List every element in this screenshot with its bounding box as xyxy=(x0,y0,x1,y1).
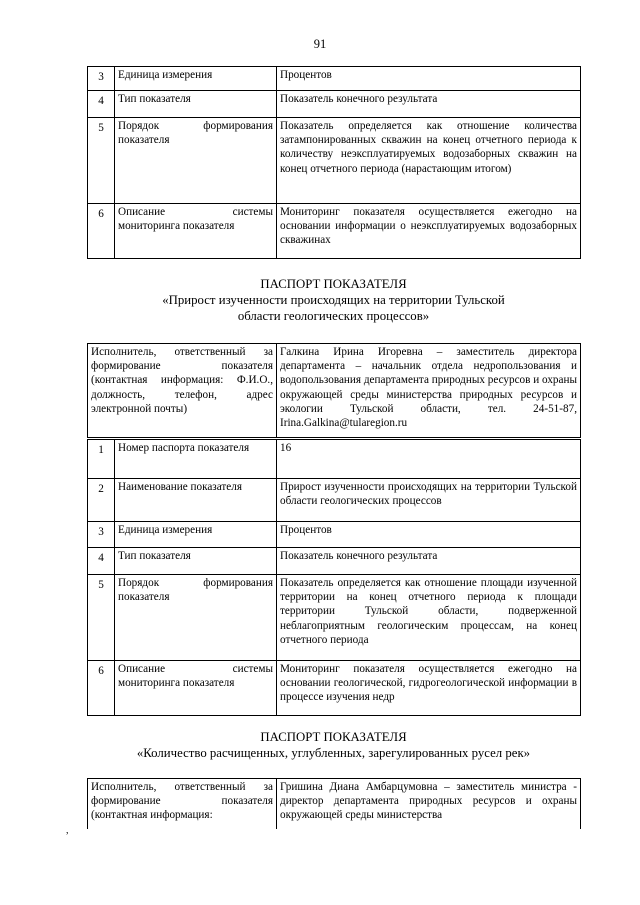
row-number: 4 xyxy=(88,91,115,118)
executor-value: Галкина Ирина Игоревна – заместитель директора департамента – начальник отдела недропользования и водопользования департамента природных ресурсов и охраны окружающей среды министерства природных ресурсов и экологии Тульской области, тел. 24-51-87, Irina.Galkina@tularegion.ru xyxy=(277,344,581,439)
row-label: Тип показателя xyxy=(115,91,277,118)
indicator-passport-table xyxy=(87,343,581,716)
row-label: Наименование показателя xyxy=(115,479,277,522)
row-number: 1 xyxy=(88,439,115,479)
row-label: Порядок формирования показателя xyxy=(115,575,277,661)
executor-label: Исполнитель, ответственный за формирование показателя (контактная информация: xyxy=(88,779,277,829)
row-value: Процентов xyxy=(277,67,581,91)
row-label: Тип показателя xyxy=(115,548,277,575)
row-number: 5 xyxy=(88,118,115,204)
row-label: Порядок формирования показателя xyxy=(115,118,277,204)
table-row xyxy=(88,204,581,259)
indicator-passport-table xyxy=(87,778,581,829)
row-number: 6 xyxy=(88,204,115,259)
row-label: Описание системы мониторинга показателя xyxy=(115,661,277,716)
passport-subtitle-line1: «Прирост изученности происходящих на территории Тульской xyxy=(162,293,505,307)
row-value: Показатель определяется как отношение площади изученной территории на конец отчетного периода к площади территории Тульской области, подверженной неблагоприятным геологическим процессам, на конец отчетного периода xyxy=(277,575,581,661)
table-row xyxy=(88,91,581,118)
table-row xyxy=(88,479,581,522)
scan-speck: , xyxy=(66,825,69,836)
row-label: Номер паспорта показателя xyxy=(115,439,277,479)
row-number: 5 xyxy=(88,575,115,661)
row-value: Показатель определяется как отношение количества затампонированных скважин на конец отчетного периода к количеству неэксплуатируемых водозаборных скважин на конец отчетного периода (нарастающим итогом) xyxy=(277,118,581,204)
table-row xyxy=(88,118,581,204)
executor-label: Исполнитель, ответственный за формирование показателя (контактная информация: Ф.И.О., должность, телефон, адрес электронной почты) xyxy=(88,344,277,439)
passport-subtitle-line2: области геологических процессов» xyxy=(237,309,430,323)
row-value: Показатель конечного результата xyxy=(277,548,581,575)
executor-value: Гришина Диана Амбарцумовна – заместитель министра - директор департамента природных ресурсов и охраны окружающей среды министерства xyxy=(277,779,581,829)
executor-row xyxy=(88,779,581,829)
executor-row xyxy=(88,344,581,439)
row-value: 16 xyxy=(277,439,581,479)
passport-heading xyxy=(87,276,580,324)
passport-title: ПАСПОРТ ПОКАЗАТЕЛЯ xyxy=(260,730,407,744)
passport-title: ПАСПОРТ ПОКАЗАТЕЛЯ xyxy=(260,277,407,291)
row-label: Единица измерения xyxy=(115,67,277,91)
row-value: Прирост изученности происходящих на территории Тульской области геологических процессов xyxy=(277,479,581,522)
indicator-table-continuation xyxy=(87,66,581,259)
row-number: 2 xyxy=(88,479,115,522)
row-label: Описание системы мониторинга показателя xyxy=(115,204,277,259)
passport-subtitle-line1: «Количество расчищенных, углубленных, зарегулированных русел рек» xyxy=(136,746,531,760)
row-number: 3 xyxy=(88,522,115,548)
row-number: 4 xyxy=(88,548,115,575)
passport-heading xyxy=(87,729,580,761)
row-value: Процентов xyxy=(277,522,581,548)
row-value: Мониторинг показателя осуществляется ежегодно на основании информации о неэксплуатируемых водозаборных скважинах xyxy=(277,204,581,259)
page-number: 91 xyxy=(313,37,327,51)
table-row xyxy=(88,575,581,661)
table-row xyxy=(88,67,581,91)
row-value: Мониторинг показателя осуществляется ежегодно на основании геологической, гидрогеологической информации в процессе изучения недр xyxy=(277,661,581,716)
table-row xyxy=(88,522,581,548)
table-row xyxy=(88,439,581,479)
row-number: 3 xyxy=(88,67,115,91)
row-number: 6 xyxy=(88,661,115,716)
row-value: Показатель конечного результата xyxy=(277,91,581,118)
row-label: Единица измерения xyxy=(115,522,277,548)
table-row xyxy=(88,661,581,716)
table-row xyxy=(88,548,581,575)
